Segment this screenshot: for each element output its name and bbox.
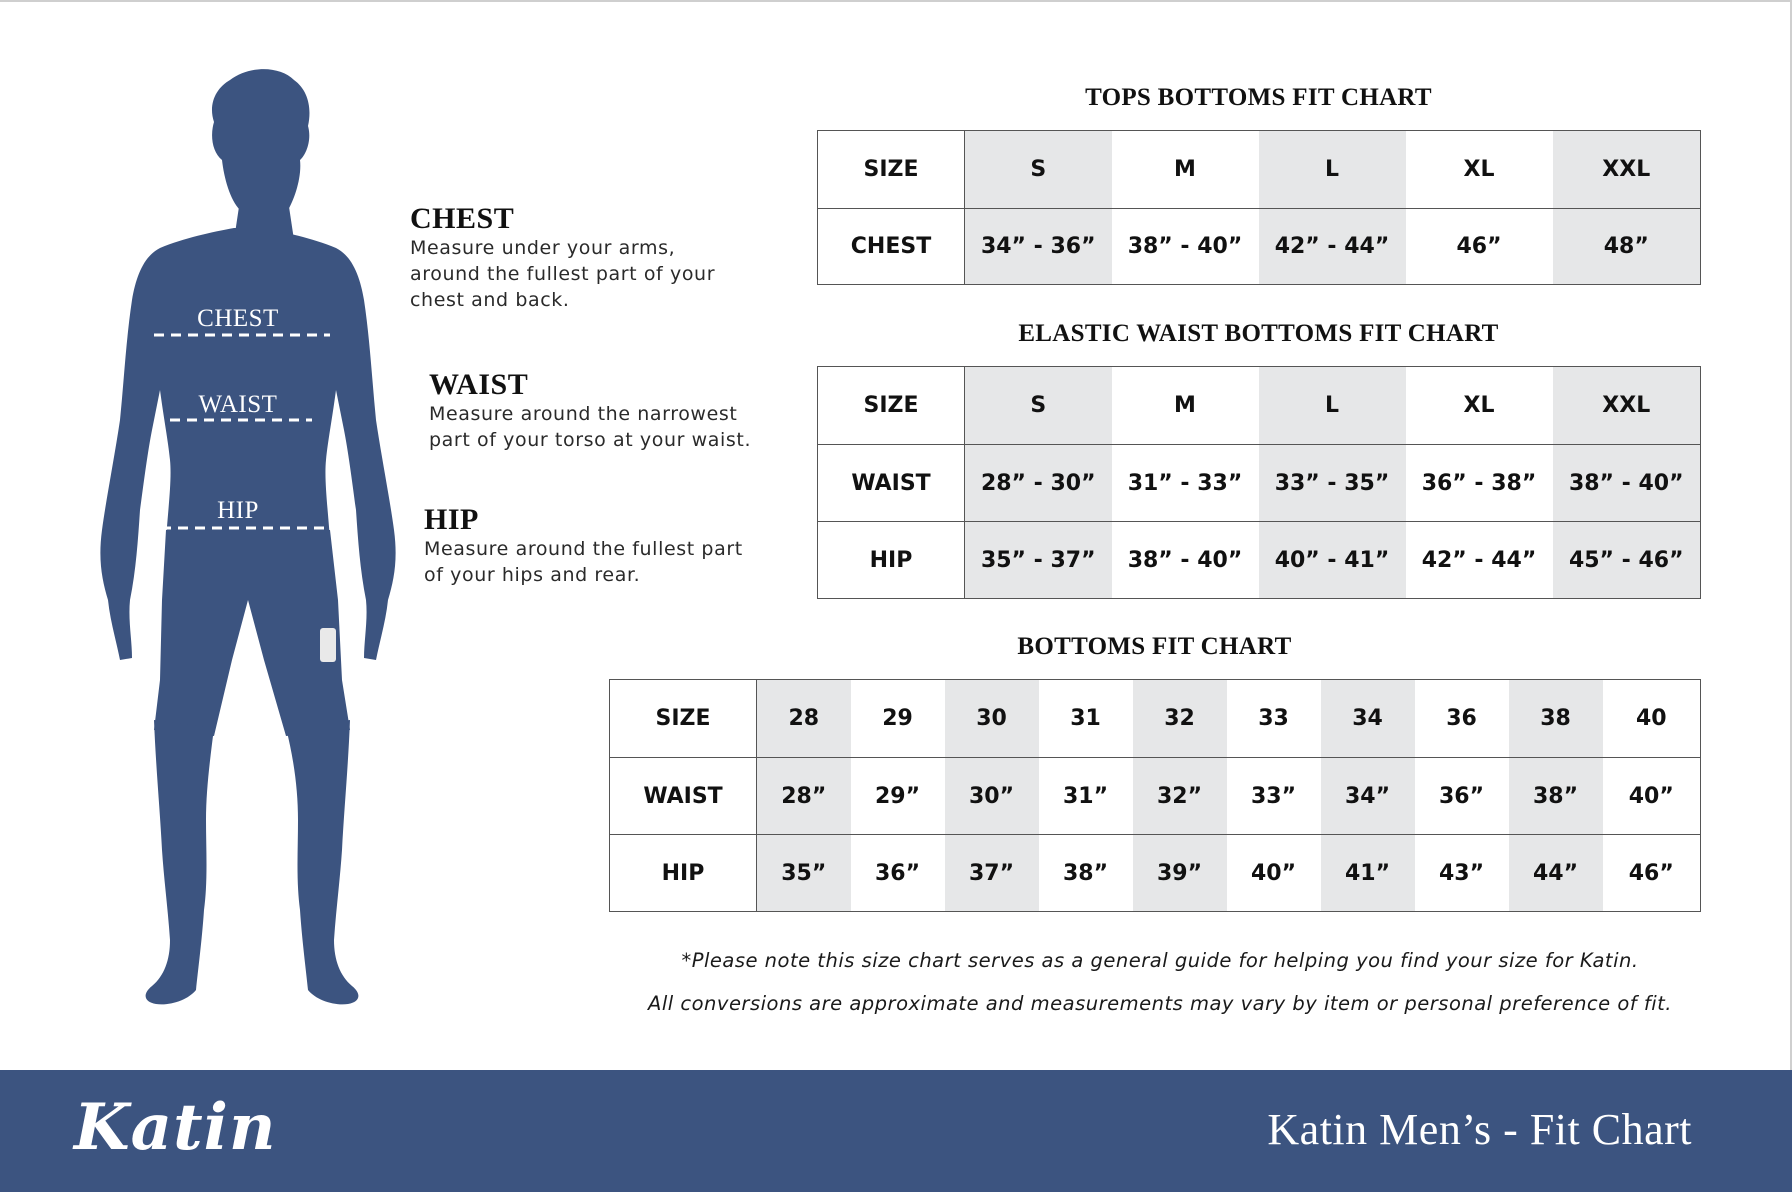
value-cell: 31” - 33” xyxy=(1112,445,1259,522)
figure-hip-label: HIP xyxy=(217,497,259,524)
size-cell: XL xyxy=(1463,157,1495,182)
value-cell: 36” xyxy=(851,835,945,912)
disclaimer-note: *Please note this size chart serves as a general guide for helping you find your size for Katin. xyxy=(681,949,1639,972)
value-cell: 38” xyxy=(1039,835,1133,912)
value-cell: 43” xyxy=(1415,835,1509,912)
shorts-logo-patch xyxy=(320,628,336,662)
bottoms-fit-table xyxy=(609,679,1701,912)
value-cell: 41” xyxy=(1321,835,1415,912)
size-header-cell: SIZE xyxy=(610,680,757,758)
chest-measure-line: chest and back. xyxy=(410,289,570,311)
size-cell: XL xyxy=(1463,393,1495,418)
table-row xyxy=(818,445,1701,522)
male-silhouette-icon xyxy=(80,60,400,1010)
value-cell: 38” - 40” xyxy=(1112,209,1259,285)
value-cell: 40” xyxy=(1603,758,1701,835)
table-row xyxy=(610,758,1701,835)
size-cell: 40 xyxy=(1635,706,1667,731)
value-cell: 34” xyxy=(1321,758,1415,835)
size-header-cell: SIZE xyxy=(818,367,965,445)
value-cell: 32” xyxy=(1133,758,1227,835)
value-cell: 34” - 36” xyxy=(965,209,1112,285)
value-cell: 45” - 46” xyxy=(1553,522,1701,599)
footer-banner xyxy=(0,1070,1792,1192)
row-label-cell: WAIST xyxy=(610,758,757,835)
value-cell: 29” xyxy=(851,758,945,835)
elastic-fit-table xyxy=(817,366,1701,599)
size-cell: XXL xyxy=(1553,131,1701,209)
disclaimer-note: All conversions are approximate and measurements may vary by item or personal preference of fit. xyxy=(648,992,1672,1015)
value-cell: 30” xyxy=(945,758,1039,835)
size-cell: M xyxy=(1174,393,1196,418)
chest-measure-line: Measure under your arms, xyxy=(410,237,676,259)
chest-measure-line: around the fullest part of your xyxy=(410,263,716,285)
value-cell: 33” - 35” xyxy=(1259,445,1406,522)
value-cell: 40” xyxy=(1227,835,1321,912)
size-cell: L xyxy=(1259,367,1406,445)
size-cell: L xyxy=(1259,131,1406,209)
size-cell: XXL xyxy=(1553,367,1701,445)
value-cell: 40” - 41” xyxy=(1259,522,1406,599)
size-cell: 33 xyxy=(1258,706,1289,731)
size-cell: 34 xyxy=(1321,680,1415,758)
size-cell: 28 xyxy=(757,680,851,758)
size-cell: 32 xyxy=(1133,680,1227,758)
table-row xyxy=(818,367,1701,445)
elastic-chart-title: ELASTIC WAIST BOTTOMS FIT CHART xyxy=(1018,320,1499,347)
value-cell: 35” - 37” xyxy=(965,522,1112,599)
figure-chest-label: CHEST xyxy=(197,305,279,332)
value-cell: 28” xyxy=(757,758,851,835)
value-cell: 38” - 40” xyxy=(1553,445,1701,522)
size-cell: 29 xyxy=(882,706,913,731)
hip-measure-line: Measure around the fullest part xyxy=(424,538,743,560)
tops-fit-table xyxy=(817,130,1701,285)
hip-measure-title: HIP xyxy=(424,503,479,536)
size-cell: S xyxy=(965,367,1112,445)
size-cell: 36 xyxy=(1446,706,1477,731)
value-cell: 37” xyxy=(945,835,1039,912)
row-label-cell: CHEST xyxy=(818,209,965,285)
value-cell: 38” xyxy=(1509,758,1603,835)
size-cell: 30 xyxy=(945,680,1039,758)
waist-measure-line: Measure around the narrowest xyxy=(429,403,738,425)
value-cell: 42” - 44” xyxy=(1406,522,1553,599)
value-cell: 31” xyxy=(1039,758,1133,835)
size-cell: 38 xyxy=(1509,680,1603,758)
bottoms-chart-title: BOTTOMS FIT CHART xyxy=(1017,633,1292,660)
value-cell: 38” - 40” xyxy=(1112,522,1259,599)
table-row xyxy=(610,835,1701,912)
value-cell: 35” xyxy=(757,835,851,912)
katin-logo: Katin xyxy=(74,1090,277,1165)
value-cell: 42” - 44” xyxy=(1259,209,1406,285)
figure-waist-label: WAIST xyxy=(198,391,278,418)
hip-measure-block xyxy=(424,504,743,588)
waist-measure-block xyxy=(429,369,751,453)
value-cell: 44” xyxy=(1509,835,1603,912)
size-cell: S xyxy=(965,131,1112,209)
size-cell: M xyxy=(1174,157,1196,182)
body-silhouette xyxy=(80,60,400,1010)
tops-chart-title: TOPS BOTTOMS FIT CHART xyxy=(1085,84,1432,111)
value-cell: 36” - 38” xyxy=(1406,445,1553,522)
row-label-cell: WAIST xyxy=(818,445,965,522)
value-cell: 48” xyxy=(1553,209,1701,285)
value-cell: 46” xyxy=(1406,209,1553,285)
row-label-cell: HIP xyxy=(610,835,757,912)
size-cell: 31 xyxy=(1070,706,1101,731)
hip-measure-line: of your hips and rear. xyxy=(424,564,641,586)
value-cell: 36” xyxy=(1415,758,1509,835)
frame-top-border xyxy=(0,0,1792,2)
size-header-cell: SIZE xyxy=(818,131,965,209)
value-cell: 28” - 30” xyxy=(965,445,1112,522)
table-row xyxy=(818,131,1701,209)
footer-title: Katin Men’s - Fit Chart xyxy=(1267,1105,1692,1154)
row-label-cell: HIP xyxy=(818,522,965,599)
value-cell: 39” xyxy=(1133,835,1227,912)
waist-measure-title: WAIST xyxy=(429,368,529,401)
waist-measure-line: part of your torso at your waist. xyxy=(429,429,752,451)
chest-measure-block xyxy=(410,203,715,313)
chest-measure-title: CHEST xyxy=(410,202,515,235)
table-row xyxy=(610,680,1701,758)
value-cell: 46” xyxy=(1603,835,1701,912)
table-row xyxy=(818,209,1701,285)
value-cell: 33” xyxy=(1227,758,1321,835)
table-row xyxy=(818,522,1701,599)
